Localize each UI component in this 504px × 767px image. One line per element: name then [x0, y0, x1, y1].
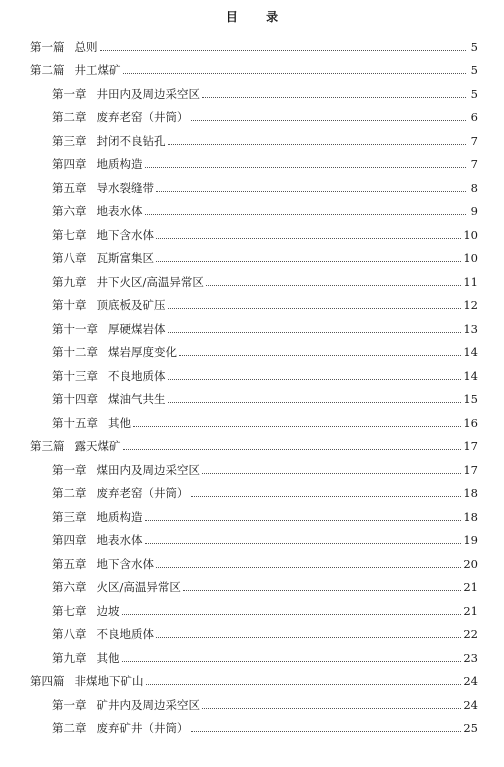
toc-chapter-entry[interactable]	[0, 104, 504, 128]
toc-chapter-entry[interactable]	[0, 386, 504, 410]
toc-entry-number: 第二章	[52, 486, 87, 500]
toc-chapter-entry[interactable]	[0, 221, 504, 245]
toc-entry-label	[52, 345, 177, 362]
toc-entry-number: 第八章	[52, 251, 87, 265]
toc-entry-title: 废弃老窑（井筒）	[96, 486, 189, 500]
toc-entry-label	[52, 416, 131, 433]
toc-entry-title: 地表水体	[96, 204, 143, 218]
toc-entry-number: 第九章	[52, 274, 87, 289]
toc-entry-title: 露天煤矿	[74, 439, 121, 453]
toc-dot-leader	[191, 120, 467, 121]
toc-entry-label	[52, 181, 154, 198]
toc-entry-label	[52, 134, 166, 151]
toc-entry-label	[52, 510, 143, 527]
toc-page-number: 25	[463, 721, 478, 735]
toc-dot-leader	[146, 684, 462, 685]
toc-part-entry[interactable]	[0, 57, 504, 81]
toc-page-number: 19	[463, 533, 478, 547]
toc-entry-title: 其他	[96, 650, 120, 665]
toc-entry-label	[30, 439, 121, 456]
toc-entry-number: 第四篇	[30, 674, 65, 688]
toc-chapter-entry[interactable]	[0, 127, 504, 151]
toc-page-number: 10	[463, 251, 478, 265]
toc-page-number: 20	[463, 556, 478, 571]
toc-chapter-entry[interactable]	[0, 480, 504, 504]
toc-entry-number: 第四章	[52, 533, 87, 547]
toc-page-number: 6	[470, 110, 478, 124]
toc-page-number: 23	[463, 650, 478, 665]
toc-entry-label	[52, 392, 166, 409]
toc-dot-leader	[156, 238, 461, 239]
toc-entry-number: 第二章	[52, 110, 87, 124]
toc-entry-title: 顶底板及矿压	[96, 298, 166, 312]
toc-entry-number: 第九章	[52, 650, 87, 665]
toc-entry-title: 矿井内及周边采空区	[96, 697, 200, 712]
toc-chapter-entry[interactable]	[0, 644, 504, 668]
toc-page-number: 21	[463, 603, 478, 618]
toc-page-number: 8	[470, 180, 478, 195]
toc-chapter-entry[interactable]	[0, 574, 504, 598]
toc-dot-leader	[183, 590, 461, 591]
toc-entry-title: 地下含水体	[96, 227, 154, 242]
toc-dot-leader	[168, 308, 462, 309]
toc-entry-title: 边坡	[96, 603, 120, 618]
toc-dot-leader	[191, 731, 462, 732]
toc-page-number: 22	[463, 627, 478, 641]
toc-entry-title: 总则	[74, 39, 98, 54]
toc-chapter-entry[interactable]	[0, 268, 504, 292]
toc-page-number: 14	[463, 368, 478, 383]
toc-entry-number: 第十二章	[52, 345, 98, 359]
toc-dot-leader	[168, 144, 467, 145]
toc-page-number: 7	[470, 133, 478, 148]
toc-dot-leader	[202, 708, 461, 709]
toc-entry-title: 地质构造	[96, 509, 143, 524]
toc-page-number: 18	[463, 509, 478, 524]
toc-page-number: 10	[463, 227, 478, 242]
toc-entry-number: 第三篇	[30, 439, 65, 453]
toc-dot-leader	[145, 543, 462, 544]
toc-chapter-entry[interactable]	[0, 174, 504, 198]
toc-chapter-entry[interactable]	[0, 456, 504, 480]
toc-dot-leader	[206, 285, 461, 286]
toc-dot-leader	[156, 567, 461, 568]
toc-entry-number: 第六章	[52, 580, 87, 594]
toc-chapter-entry[interactable]	[0, 597, 504, 621]
toc-entry-label	[52, 580, 181, 597]
toc-part-entry[interactable]	[0, 33, 504, 57]
toc-entry-title: 煤油气共生	[108, 392, 166, 406]
toc-entry-label	[52, 627, 154, 644]
toc-entry-label	[52, 369, 166, 386]
toc-entry-title: 非煤地下矿山	[74, 674, 144, 688]
toc-entry-label	[52, 228, 154, 245]
toc-page-number: 24	[463, 674, 478, 688]
toc-dot-leader	[145, 214, 467, 215]
toc-entry-label	[30, 40, 98, 57]
toc-entry-number: 第一篇	[30, 39, 65, 54]
toc-page-number: 21	[463, 580, 478, 594]
toc-entry-label	[52, 557, 154, 574]
toc-chapter-entry[interactable]	[0, 151, 504, 175]
toc-entry-number: 第一章	[52, 697, 87, 712]
toc-dot-leader	[156, 261, 461, 262]
toc-entry-number: 第十五章	[52, 415, 98, 430]
toc-entry-number: 第七章	[52, 603, 87, 618]
toc-entry-title: 废弃矿井（井筒）	[96, 721, 189, 735]
toc-entry-number: 第十四章	[52, 392, 98, 406]
toc-entry-number: 第一章	[52, 462, 87, 477]
toc-chapter-entry[interactable]	[0, 409, 504, 433]
toc-entry-number: 第二章	[52, 721, 87, 735]
toc-page-number: 9	[470, 204, 478, 218]
toc-entry-number: 第六章	[52, 204, 87, 218]
toc-part-entry[interactable]	[0, 668, 504, 692]
toc-entry-number: 第十一章	[52, 321, 98, 336]
toc-chapter-entry[interactable]	[0, 245, 504, 269]
toc-entry-number: 第二篇	[30, 63, 65, 77]
toc-entry-title: 煤岩厚度变化	[108, 345, 177, 359]
toc-entry-label	[52, 157, 143, 174]
toc-entry-label	[52, 275, 204, 292]
toc-dot-leader	[133, 426, 461, 427]
toc-entry-title: 井下火区/高温异常区	[96, 274, 204, 289]
toc-dot-leader	[145, 520, 462, 521]
toc-entry-title: 其他	[108, 415, 131, 430]
toc-chapter-entry[interactable]	[0, 315, 504, 339]
toc-entry-label	[30, 63, 121, 80]
toc-entry-title: 不良地质体	[96, 627, 154, 641]
toc-entry-title: 火区/高温异常区	[96, 580, 181, 594]
toc-page-number: 13	[463, 321, 478, 336]
toc-entry-label	[52, 533, 143, 550]
toc-entry-title: 废弃老窑（井筒）	[96, 110, 189, 124]
toc-chapter-entry[interactable]	[0, 621, 504, 645]
toc-entry-title: 井田内及周边采空区	[96, 86, 200, 101]
toc-page-number: 16	[463, 415, 478, 430]
toc-chapter-entry[interactable]	[0, 527, 504, 551]
toc-entry-label	[30, 674, 144, 691]
toc-part-entry[interactable]	[0, 433, 504, 457]
toc-dot-leader	[168, 379, 462, 380]
toc-dot-leader	[156, 191, 466, 192]
toc-entry-number: 第七章	[52, 227, 87, 242]
toc-chapter-entry[interactable]	[0, 80, 504, 104]
toc-entry-title: 地表水体	[96, 533, 143, 547]
toc-page-number: 5	[470, 63, 478, 77]
toc-page-number: 11	[463, 274, 478, 289]
toc-entry-label	[52, 322, 166, 339]
toc-chapter-entry[interactable]	[0, 550, 504, 574]
toc-entry-title: 地质构造	[96, 157, 143, 171]
toc-entry-label	[52, 204, 143, 221]
toc-page-number: 7	[470, 157, 478, 171]
toc-entry-number: 第八章	[52, 627, 87, 641]
toc-page-number: 17	[463, 439, 478, 453]
toc-entry-label	[52, 698, 200, 715]
toc-dot-leader	[168, 332, 462, 333]
toc-page-number: 5	[470, 39, 478, 54]
toc-entry-label	[52, 298, 166, 315]
toc-page-number: 18	[463, 486, 478, 500]
toc-entry-title: 导水裂缝带	[96, 180, 154, 195]
toc-entry-label	[52, 721, 189, 738]
toc-page-number: 5	[470, 86, 478, 101]
toc-dot-leader	[123, 73, 467, 74]
toc-entry-label	[52, 87, 200, 104]
toc-entry-title: 井工煤矿	[74, 63, 121, 77]
toc-entry-title: 瓦斯富集区	[96, 251, 154, 265]
toc-dot-leader	[202, 473, 461, 474]
toc-entry-title: 煤田内及周边采空区	[96, 462, 200, 477]
toc-entry-number: 第十章	[52, 298, 87, 312]
toc-entry-label	[52, 110, 189, 127]
table-of-contents	[0, 33, 504, 738]
toc-page-number: 14	[463, 345, 478, 359]
toc-chapter-entry[interactable]	[0, 362, 504, 386]
toc-dot-leader	[122, 614, 462, 615]
toc-entry-label	[52, 651, 120, 668]
toc-chapter-entry[interactable]	[0, 691, 504, 715]
toc-entry-number: 第三章	[52, 509, 87, 524]
toc-entry-label	[52, 486, 189, 503]
toc-page-number: 24	[463, 697, 478, 712]
toc-entry-number: 第五章	[52, 556, 87, 571]
toc-entry-number: 第五章	[52, 180, 87, 195]
toc-entry-label	[52, 463, 200, 480]
toc-entry-number: 第十三章	[52, 368, 98, 383]
toc-chapter-entry[interactable]	[0, 292, 504, 316]
toc-page-number: 15	[463, 392, 478, 406]
toc-entry-label	[52, 604, 120, 621]
toc-chapter-entry[interactable]	[0, 339, 504, 363]
toc-entry-label	[52, 251, 154, 268]
toc-entry-title: 厚硬煤岩体	[108, 321, 166, 336]
toc-chapter-entry[interactable]	[0, 198, 504, 222]
toc-page-number: 12	[463, 298, 478, 312]
toc-page-number: 17	[463, 462, 478, 477]
toc-entry-number: 第一章	[52, 86, 87, 101]
toc-dot-leader	[100, 50, 467, 51]
toc-dot-leader	[202, 97, 466, 98]
toc-chapter-entry[interactable]	[0, 715, 504, 739]
toc-chapter-entry[interactable]	[0, 503, 504, 527]
toc-dot-leader	[145, 167, 467, 168]
toc-entry-title: 封闭不良钻孔	[96, 133, 166, 148]
toc-entry-title: 地下含水体	[96, 556, 154, 571]
toc-dot-leader	[168, 402, 462, 403]
toc-dot-leader	[156, 637, 461, 638]
toc-entry-number: 第三章	[52, 133, 87, 148]
toc-dot-leader	[179, 355, 461, 356]
toc-entry-title: 不良地质体	[108, 368, 166, 383]
toc-title: 目 录	[225, 10, 291, 24]
toc-dot-leader	[122, 661, 462, 662]
toc-entry-number: 第四章	[52, 157, 87, 171]
toc-dot-leader	[123, 449, 462, 450]
toc-dot-leader	[191, 496, 462, 497]
